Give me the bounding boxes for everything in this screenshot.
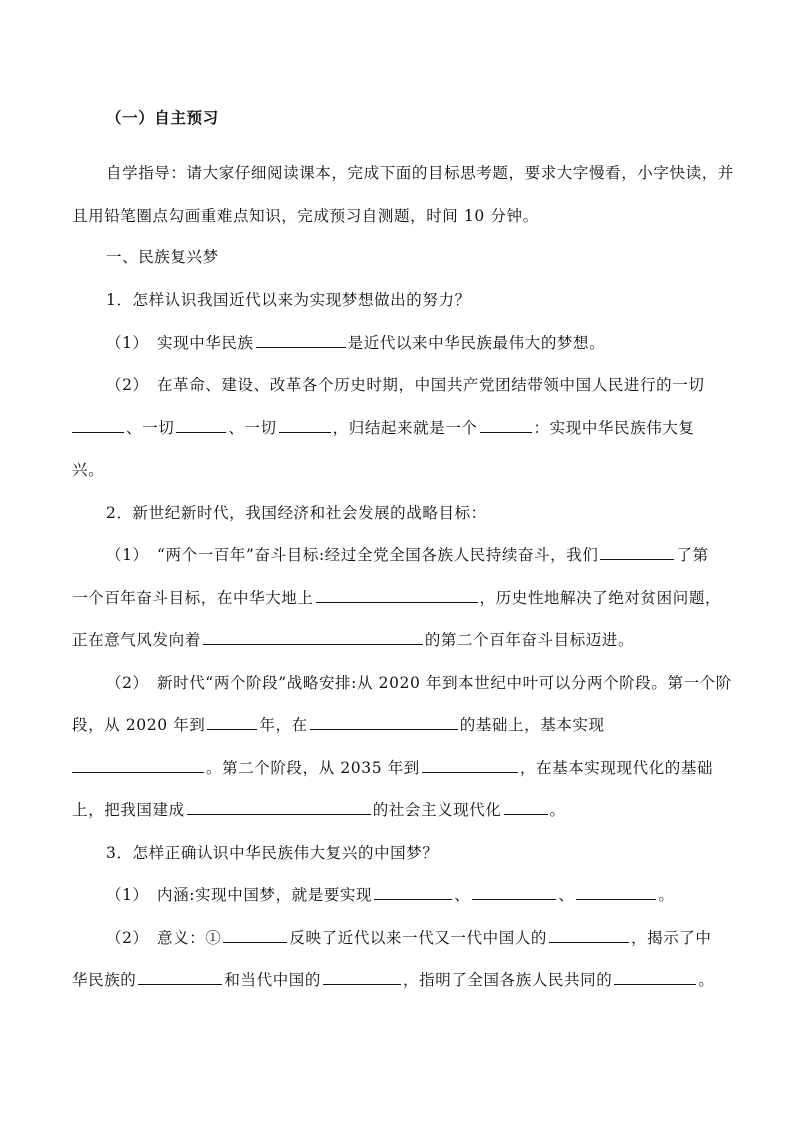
q2-item-1-text-d: ，历史性地解决了绝对贫困问题，: [479, 589, 722, 607]
answer-blank[interactable]: [480, 418, 532, 433]
answer-blank[interactable]: [187, 800, 371, 815]
answer-blank[interactable]: [472, 885, 556, 900]
q2-item-2-line-2: [72, 715, 722, 735]
q3-item-2-text-g: 。: [698, 971, 715, 989]
q3-item-2-text-a: （2） 意义：①: [106, 929, 222, 947]
answer-blank[interactable]: [207, 715, 257, 730]
q2-item-2-text-a: 段，从 2020 年到: [72, 716, 206, 734]
q1-item-2-line-3: 兴。: [72, 461, 105, 479]
guidance-line-1: 自学指导：请大家仔细阅读课本，完成下面的目标思考题，要求大字慢看，小字快读，并: [106, 164, 734, 182]
q2-item-1-line-2: [72, 588, 722, 608]
q2-item-2-text-c: 的基础上，基本实现: [459, 716, 605, 734]
q1-item-1: [106, 333, 756, 353]
q1-item-1-text-a: （1） 实现中华民族: [106, 334, 254, 352]
q1-item-2-text-b: 、一切: [228, 419, 277, 437]
answer-blank[interactable]: [316, 588, 478, 603]
q3-item-2-text-c: ，揭示了中: [631, 929, 712, 947]
answer-blank[interactable]: [279, 418, 331, 433]
q3-item-2-line-2: [72, 970, 722, 990]
answer-blank[interactable]: [504, 800, 548, 815]
q1-item-1-text-b: 是近代以来中华民族最伟大的梦想。: [347, 334, 606, 352]
q2-item-2-text-h: 。: [549, 801, 566, 819]
q1-item-2-line-2: [72, 418, 722, 438]
answer-blank[interactable]: [203, 630, 423, 645]
answer-blank[interactable]: [138, 970, 222, 985]
answer-blank[interactable]: [549, 928, 629, 943]
answer-blank[interactable]: [72, 758, 204, 773]
q3-item-2-text-e: 和当代中国的: [224, 971, 322, 989]
q3-item-1-text-c: 、: [558, 886, 575, 904]
answer-blank[interactable]: [176, 418, 226, 433]
q2-item-2-text-b: 年，在: [259, 716, 308, 734]
question-1-title: 1．怎样认识我国近代以来为实现梦想做出的努力？: [106, 291, 471, 309]
q2-item-1-text-b: 了第: [676, 546, 709, 564]
answer-blank[interactable]: [422, 758, 518, 773]
q2-item-2-line-4: [72, 800, 722, 820]
part-title: 一、民族复兴梦: [106, 248, 219, 266]
q3-item-2-line-1: [106, 928, 756, 948]
q2-item-2-text-f: 上，把我国建成: [72, 801, 185, 819]
q2-item-1-text-a: （1） “两个一百年”奋斗目标:经过全党全国各族人民持续奋斗，我们: [106, 546, 599, 564]
answer-blank[interactable]: [614, 970, 696, 985]
answer-blank[interactable]: [576, 885, 656, 900]
q3-item-1-text-a: （1） 内涵:实现中国梦，就是要实现: [106, 886, 373, 904]
q2-item-2-line-1: （2） 新时代“两个阶段”战略安排:从 2020 年到本世纪中叶可以分两个阶段。第一个阶: [106, 674, 732, 692]
q1-item-2-text-c: ，归结起来就是一个: [332, 419, 478, 437]
q2-item-2-text-e: ，在基本实现现代化的基础: [519, 759, 714, 777]
q1-item-2-text-a: 、一切: [126, 419, 175, 437]
answer-blank[interactable]: [72, 418, 124, 433]
guidance-line-2: 且用铅笔圈点勾画重难点知识，完成预习自测题，时间 10 分钟。: [72, 207, 539, 225]
q2-item-1-text-e: 正在意气风发向着: [72, 631, 201, 649]
q2-item-1-text-c: 一个百年奋斗目标，在中华大地上: [72, 589, 314, 607]
q2-item-1-line-3: [72, 630, 722, 650]
q3-item-2-text-f: ，指明了全国各族人民共同的: [403, 971, 613, 989]
q2-item-2-text-g: 的社会主义现代化: [372, 801, 502, 819]
q3-item-2-text-d: 华民族的: [72, 971, 137, 989]
answer-blank[interactable]: [323, 970, 401, 985]
q2-item-1-text-f: 的第二个百年奋斗目标迈进。: [424, 631, 635, 649]
q1-item-2-text-d: ：实现中华民族伟大复: [533, 419, 695, 437]
q3-item-1-text-b: 、: [454, 886, 471, 904]
q3-item-1-text-d: 。: [658, 886, 675, 904]
answer-blank[interactable]: [374, 885, 452, 900]
q1-item-2-line-1: （2） 在革命、建设、改革各个历史时期，中国共产党团结带领中国人民进行的一切: [106, 376, 705, 394]
q3-item-2-text-b: 反映了近代以来一代又一代中国人的: [289, 929, 548, 947]
question-2-title: 2．新世纪新时代，我国经济和社会发展的战略目标：: [106, 504, 487, 522]
q2-item-2-line-3: [72, 758, 722, 778]
answer-blank[interactable]: [256, 333, 346, 348]
answer-blank[interactable]: [600, 545, 674, 560]
q3-item-1: [106, 885, 756, 905]
answer-blank[interactable]: [223, 928, 287, 943]
question-3-title: 3．怎样正确认识中华民族伟大复兴的中国梦？: [106, 844, 439, 862]
q2-item-2-text-d: 。第二个阶段，从 2035 年到: [206, 759, 420, 777]
q2-item-1-line-1: [106, 545, 756, 565]
section-heading: （一）自主预习: [106, 109, 219, 127]
answer-blank[interactable]: [310, 715, 458, 730]
